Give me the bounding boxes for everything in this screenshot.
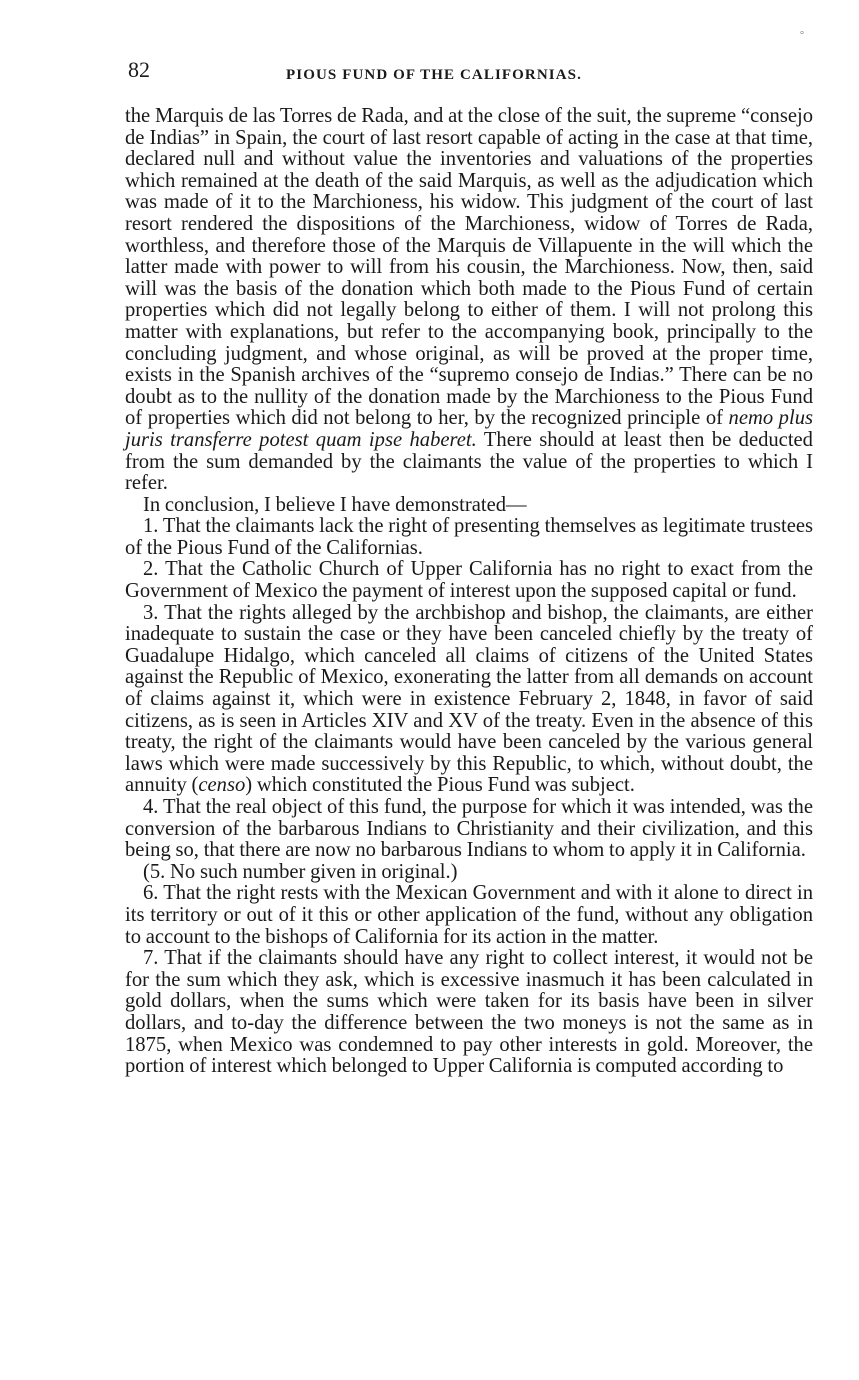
point-5-note: (5. No such number given in original.): [143, 860, 458, 883]
point-3-end: ) which constituted the Pious Fund was subject.: [245, 774, 635, 797]
paragraph-conclusion: In conclusion, I believe I have demonstrated—: [143, 493, 527, 516]
point-6: 6. That the right rests with the Mexican Government and with it alone to direct in its territory or out of it this or other application of the fund, without any obligation to account to the bishops of California for its action in the matter.: [125, 882, 813, 948]
point-3-text: 3. That the rights alleged by the archbishop and bishop, the claimants, are either inadequate to sustain the case or they have been canceled chiefly by the treaty of Guadalupe Hidalgo, which canceled all claims of citizens of the United States against the Republic of Mexico, exonerating the latter from all demands on account of claims against it, which were in existence February 2, 1848, in favor of said citizens, as is seen in Articles XIV and XV of the treaty. Even in the absence of this treaty, the right of the claimants would have been canceled by the various general laws which were made successively by this Republic, to which, without doubt, the annuity (: [125, 601, 813, 797]
body-text: [125, 106, 813, 1078]
paragraph-1: [125, 106, 813, 495]
point-4: 4. That the real object of this fund, the purpose for which it was intended, was the conversion of the barbarous Indians to Christianity and their civilization, and this being so, that there are now no barbarous Indians to whom to apply it in California.: [125, 796, 813, 862]
corner-mark: °: [800, 30, 804, 41]
censo-term: censo: [198, 774, 246, 797]
point-7: 7. That if the claimants should have any right to collect interest, it would not be for the sum which they ask, which is excessive inasmuch it has been calculated in gold dollars, when the sums which were taken for its basis have been in silver dollars, and to-day the difference between the two moneys is not the same as in 1875, when Mexico was condemned to pay other interests in gold. Moreover, the portion of interest which belonged to Upper California is computed according to: [125, 947, 813, 1078]
point-3: [125, 603, 813, 797]
paragraph-1-text: the Marquis de las Torres de Rada, and at the close of the suit, the supreme “consejo de Indias” in Spain, the court of last resort capable of acting in the case at that time, declared null and without value the inventories and valuations of the properties which remained at the death of the said Marquis, as well as the adjudication which was made of it to the Marchioness, his widow. This judgment of the court of last resort rendered the dispositions of the Marchioness, widow of Torres de Rada, worthless, and therefore those of the Marquis de Villapuente in the will which the latter made with power to will from his cousin, the Marchioness. Now, then, said will was the basis of the donation which both made to the Pious Fund of certain properties which did not legally belong to either of them. I will not prolong this matter with explanations, but refer to the accompanying book, principally to the concluding judgment, and whose original, as will be proved at the proper time, exists in the Spanish archives of the “supremo consejo de Indias.” There can be no doubt as to the nullity of the donation made by the Marchioness to the Pious Fund of properties which did not belong to her, by the recognized principle of: [125, 105, 813, 430]
latin-maxim: nemo plus juris transferre potest quam ipse haberet.: [125, 407, 814, 451]
point-2: 2. That the Catholic Church of Upper California has no right to exact from the Government of Mexico the payment of interest upon the supposed capital or fund.: [125, 558, 813, 603]
running-title: PIOUS FUND OF THE CALIFORNIAS.: [286, 67, 582, 83]
point-1: 1. That the claimants lack the right of presenting themselves as legitimate trustees of the Pious Fund of the Californias.: [125, 515, 813, 559]
paragraph-1-end: There should at least then be deducted from the sum demanded by the claimants the value of the properties to which I refer.: [125, 428, 813, 495]
page-number: 82: [128, 57, 150, 82]
